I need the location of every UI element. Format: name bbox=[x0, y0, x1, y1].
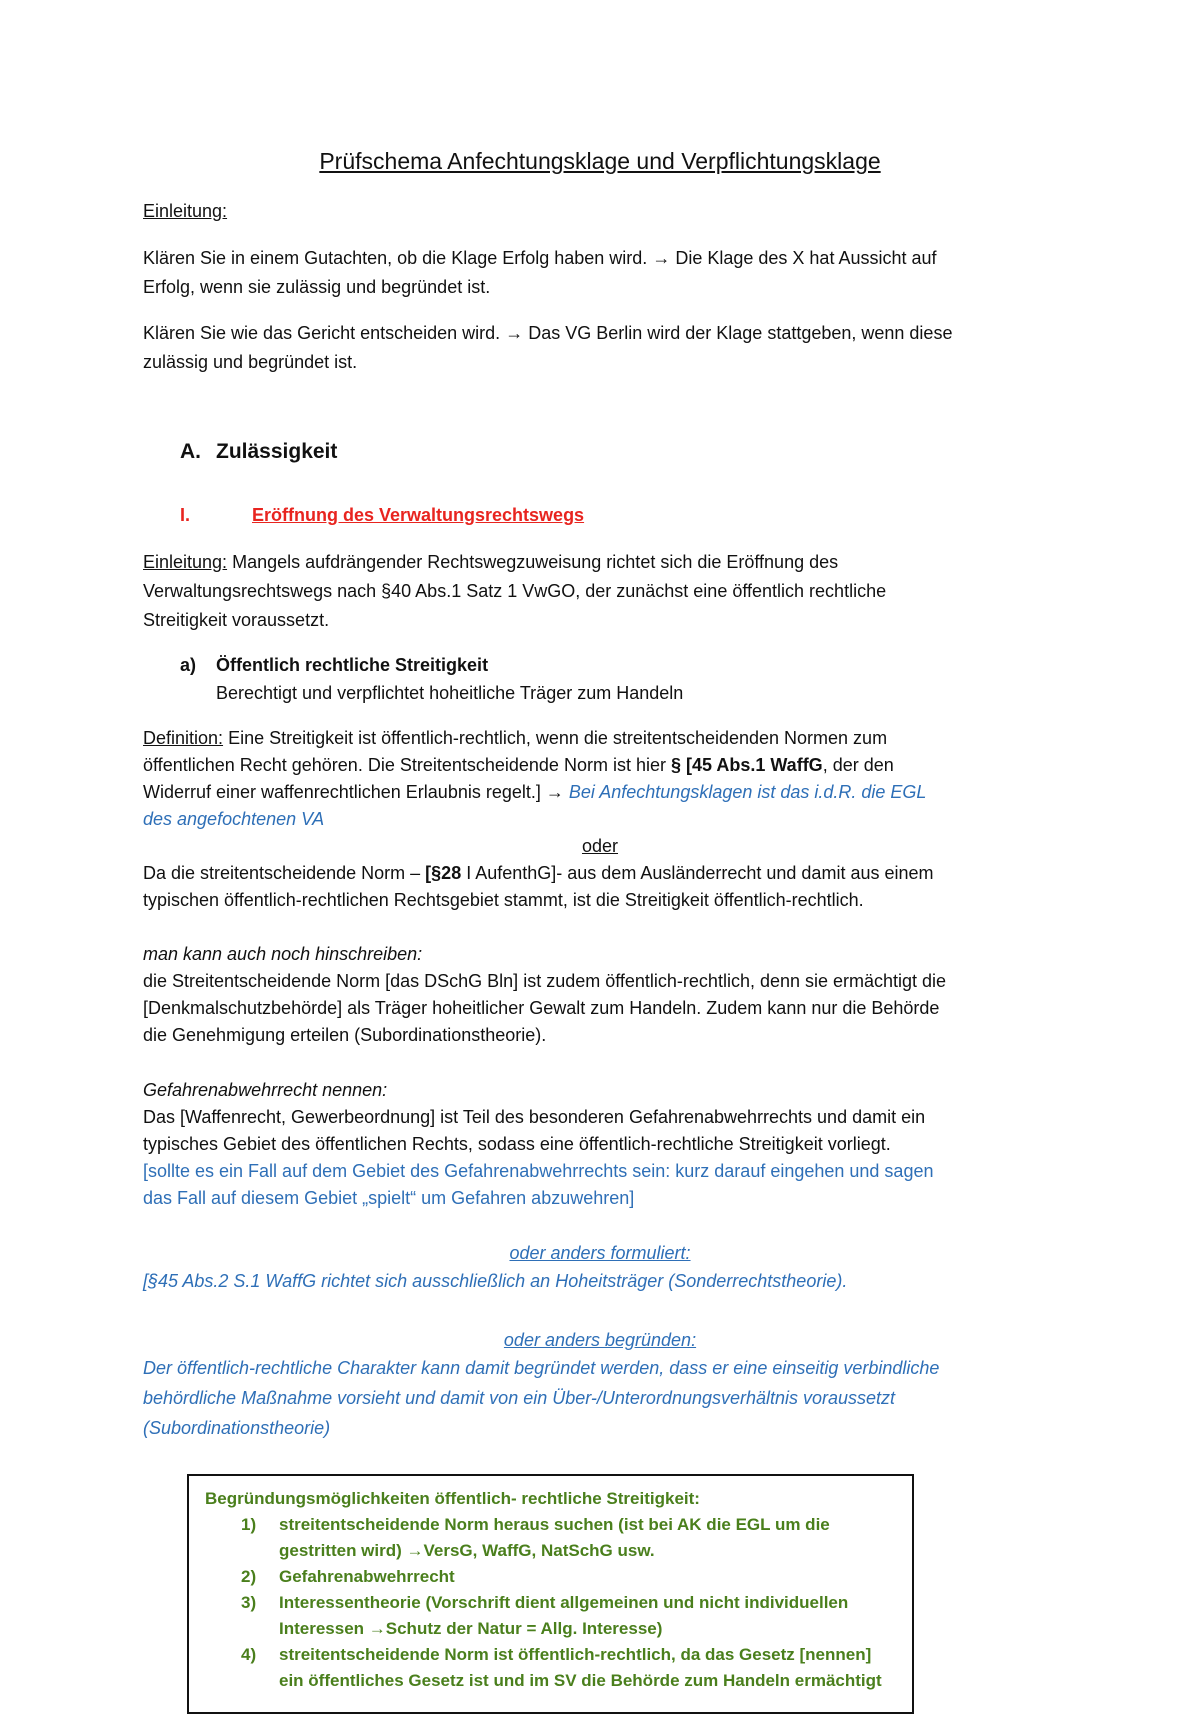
intro-p1-result: Die Klage des X hat Aussicht auf bbox=[675, 248, 937, 268]
extra-label: man kann auch noch hinschreiben: bbox=[143, 944, 423, 964]
section-a-heading: Zulässigkeit bbox=[216, 440, 338, 463]
summary-item-1-line-2: gestritten wird) →VersG, WaffG, NatSchG usw. bbox=[279, 1541, 655, 1560]
intro-p2-result: Das VG Berlin wird der Klage stattgeben, wenn diese bbox=[528, 323, 953, 343]
gefahr-label: Gefahrenabwehrrecht nennen: bbox=[143, 1080, 388, 1100]
alt2-line-3: (Subordinationstheorie) bbox=[143, 1418, 331, 1438]
summary-item-3-line-1: Interessentheorie (Vorschrift dient allgemeinen und nicht individuellen bbox=[279, 1593, 849, 1612]
arrow-right-icon: → bbox=[652, 248, 671, 268]
intro2-line-2: Verwaltungsrechtswegs nach §40 Abs.1 Satz 1 VwGO, der zunächst eine öffentlich rechtliche bbox=[143, 581, 887, 601]
definition-l2-text: öffentlichen Recht gehören. Die Streitentscheidende Norm ist hier bbox=[143, 755, 666, 775]
extra-line-2: [Denkmalschutzbehörde] als Träger hoheitlicher Gewalt zum Handeln. Zudem kann nur die Behörde bbox=[143, 998, 940, 1018]
section-a-marker: A. bbox=[180, 440, 201, 463]
sub-a-marker: a) bbox=[180, 655, 197, 675]
oder-separator: oder bbox=[581, 836, 619, 856]
definition-line-3 bbox=[143, 779, 926, 806]
alt2-line-1: Der öffentlich-rechtliche Charakter kann damit begründet werden, dass er eine einseitig verbindliche bbox=[143, 1358, 940, 1378]
definition-hint: Bei Anfechtungsklagen ist das i.d.R. die EGL bbox=[568, 782, 927, 802]
intro-paragraph-2-line-2: zulässig und begründet ist. bbox=[143, 352, 358, 372]
summary-item-4-line-2: ein öffentliches Gesetz ist und im SV die Behörde zum Handeln ermächtigt bbox=[279, 1671, 882, 1690]
definition-line-5 bbox=[143, 860, 934, 887]
summary-item-4-number: 4) bbox=[241, 1645, 257, 1664]
definition-l5-norm: [§28 bbox=[425, 863, 462, 883]
extra-line-1: die Streitentscheidende Norm [das DSchG Bln] ist zudem öffentlich-rechtlich, denn sie ermächtigt die bbox=[143, 971, 947, 991]
document-title: Prüfschema Anfechtungsklage und Verpflichtungsklage bbox=[319, 148, 881, 174]
extra-line-3: die Genehmigung erteilen (Subordinationstheorie). bbox=[143, 1025, 547, 1045]
intro2-line-3: Streitigkeit voraussetzt. bbox=[143, 610, 330, 630]
summary-box-title: Begründungsmöglichkeiten öffentlich- rechtliche Streitigkeit: bbox=[205, 1489, 700, 1508]
intro-p1-text: Klären Sie in einem Gutachten, ob die Klage Erfolg haben wird. bbox=[143, 248, 648, 268]
sub-a-note: Berechtigt und verpflichtet hoheitliche Träger zum Handeln bbox=[216, 683, 684, 703]
alt1-text: [§45 Abs.2 S.1 WaffG richtet sich ausschließlich an Hoheitsträger (Sonderrechtstheorie). bbox=[143, 1271, 848, 1291]
gefahr-line-4: das Fall auf diesem Gebiet „spielt“ um Gefahren abzuwehren] bbox=[143, 1188, 635, 1208]
sub-a-heading: Öffentlich rechtliche Streitigkeit bbox=[216, 655, 489, 675]
gefahr-line-2: typisches Gebiet des öffentlichen Rechts, sodass eine öffentlich-rechtliche Streitigkeit vorliegt. bbox=[143, 1134, 891, 1154]
intro2-text: Mangels aufdrängender Rechtswegzuweisung richtet sich die Eröffnung des bbox=[232, 552, 839, 572]
intro-paragraph-1-line-1 bbox=[143, 245, 937, 272]
definition-line-1 bbox=[143, 725, 887, 752]
intro-paragraph-1-line-2: Erfolg, wenn sie zulässig und begründet ist. bbox=[143, 277, 491, 297]
definition-l3-text: Widerruf einer waffenrechtlichen Erlaubnis regelt.] bbox=[143, 782, 541, 802]
summary-item-2-line-1: Gefahrenabwehrrecht bbox=[279, 1567, 455, 1586]
summary-box bbox=[187, 1474, 914, 1714]
summary-item-4-line-1: streitentscheidende Norm ist öffentlich-rechtlich, da das Gesetz [nennen] bbox=[279, 1645, 872, 1664]
intro-label: Einleitung: bbox=[143, 201, 228, 221]
intro-paragraph-2-line-1 bbox=[143, 320, 952, 347]
intro-p2-text: Klären Sie wie das Gericht entscheiden wird. bbox=[143, 323, 501, 343]
arrow-right-icon: → bbox=[545, 782, 564, 802]
definition-l2-end: , der den bbox=[822, 755, 894, 775]
intro2-line-1 bbox=[143, 549, 838, 576]
summary-item-1-number: 1) bbox=[241, 1515, 257, 1534]
alt2-line-2: behördliche Maßnahme vorsieht und damit von ein Über-/Unterordnungsverhältnis voraussetzt bbox=[143, 1388, 896, 1408]
summary-item-1-line-1: streitentscheidende Norm heraus suchen (ist bei AK die EGL um die bbox=[279, 1515, 830, 1534]
summary-item-3-number: 3) bbox=[241, 1593, 257, 1612]
definition-line-6: typischen öffentlich-rechtlichen Rechtsgebiet stammt, ist die Streitigkeit öffentlich-rechtlich. bbox=[143, 890, 864, 910]
gefahr-line-1: Das [Waffenrecht, Gewerbeordnung] ist Teil des besonderen Gefahrenabwehrrechts und damit ein bbox=[143, 1107, 926, 1127]
definition-line-2 bbox=[143, 752, 894, 779]
section-i-marker: I. bbox=[180, 505, 191, 525]
definition-l5-rest: I AufenthG]- aus dem Ausländerrecht und damit aus einem bbox=[466, 863, 934, 883]
alt1-label: oder anders formuliert: bbox=[509, 1243, 691, 1263]
intro2-label: Einleitung: bbox=[143, 552, 228, 572]
summary-item-2-number: 2) bbox=[241, 1567, 257, 1586]
definition-l5-text: Da die streitentscheidende Norm – bbox=[143, 863, 421, 883]
definition-line-4: des angefochtenen VA bbox=[143, 809, 325, 829]
definition-label: Definition: bbox=[143, 728, 224, 748]
definition-norm: § [45 Abs.1 WaffG bbox=[670, 755, 823, 775]
summary-item-3-line-2: Interessen →Schutz der Natur = Allg. Interesse) bbox=[279, 1619, 663, 1638]
gefahr-line-3: [sollte es ein Fall auf dem Gebiet des Gefahrenabwehrrechts sein: kurz darauf eingehen und sagen bbox=[143, 1161, 934, 1181]
section-i-heading: Eröffnung des Verwaltungsrechtswegs bbox=[252, 505, 585, 525]
alt2-label: oder anders begründen: bbox=[503, 1330, 697, 1350]
arrow-right-icon: → bbox=[505, 323, 524, 343]
definition-text: Eine Streitigkeit ist öffentlich-rechtlich, wenn die streitentscheidenden Normen zum bbox=[228, 728, 888, 748]
